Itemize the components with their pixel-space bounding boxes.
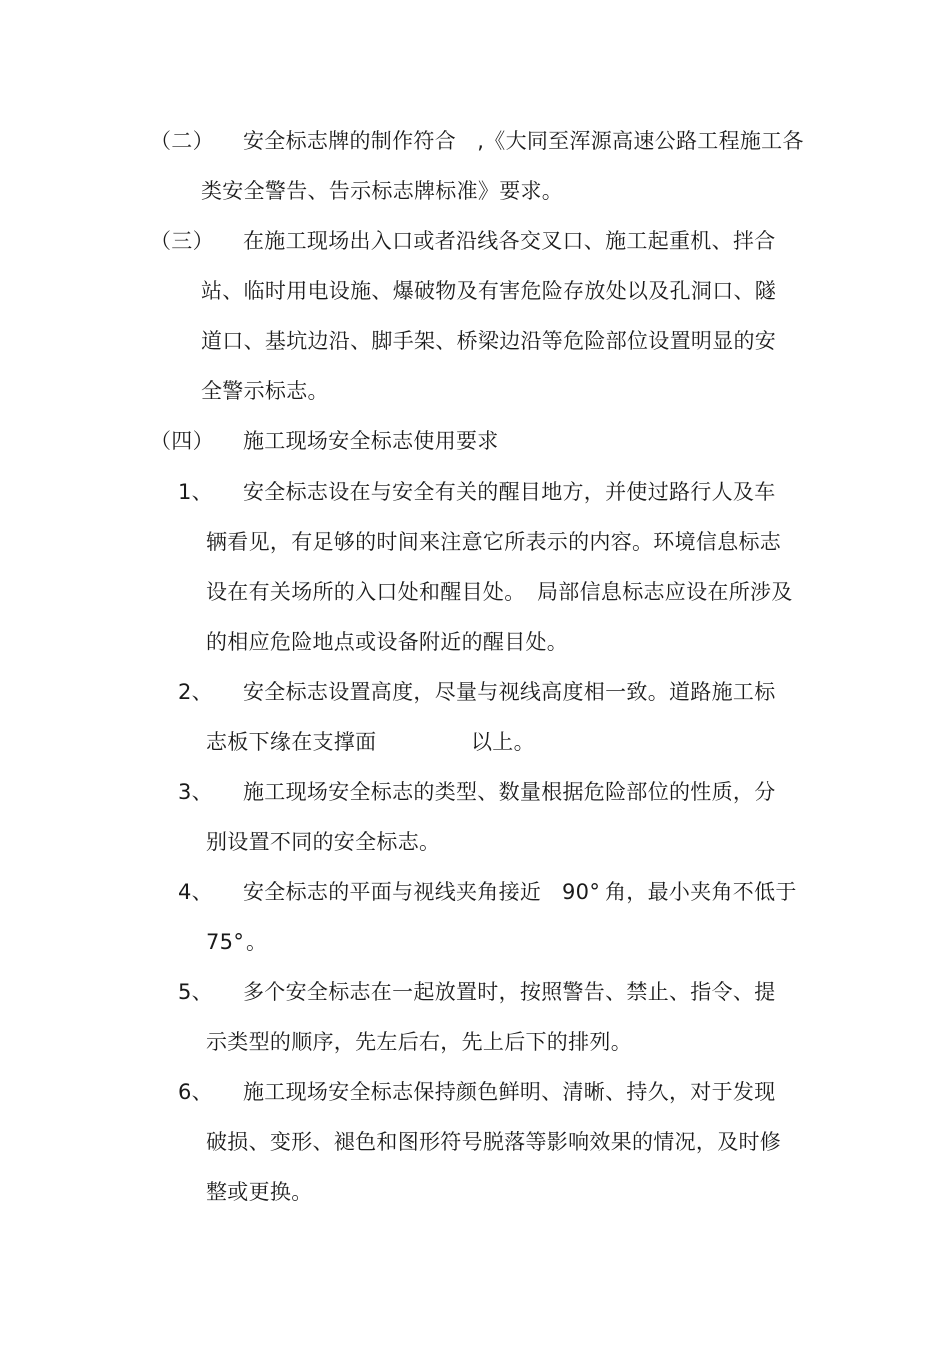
- paragraph-line: 安全标志设置高度，尽量与视线高度相一致。道路施工标: [243, 680, 776, 704]
- section-marker: （四）: [150, 429, 214, 453]
- paragraph-line: 设在有关场所的入口处和醒目处。: [206, 580, 526, 604]
- paragraph-line: 施工现场安全标志的类型、数量根据危险部位的性质，分: [243, 780, 776, 804]
- paragraph-line: 别设置不同的安全标志。: [206, 830, 441, 854]
- paragraph-line: 安全标志牌的制作符合 ,《大同至浑源高速公路工程施工各: [243, 129, 804, 153]
- paragraph-line: 角，最小夹角不低于: [605, 880, 797, 904]
- paragraph-line: 整或更换。: [206, 1180, 313, 1204]
- paragraph-line: 道口、基坑边沿、脚手架、桥梁边沿等危险部位设置明显的安: [201, 329, 777, 353]
- paragraph-line: 施工现场安全标志保持颜色鲜明、清晰、持久，对于发现: [243, 1080, 776, 1104]
- item-marker: 2、: [178, 680, 213, 704]
- paragraph-line: 以上。: [471, 730, 535, 754]
- paragraph-line: 示类型的顺序，先左后右，先上后下的排列。: [206, 1030, 632, 1054]
- paragraph-line: 辆看见，有足够的时间来注意它所表示的内容。环境信息标志: [206, 530, 782, 554]
- paragraph-line: 在施工现场出入口或者沿线各交叉口、施工起重机、拌合: [243, 229, 776, 253]
- paragraph-line: 志板下缘在支撑面: [206, 730, 377, 754]
- item-marker: 4、: [178, 880, 213, 904]
- item-marker: 3、: [178, 780, 213, 804]
- paragraph-line: 破损、变形、褪色和图形符号脱落等影响效果的情况，及时修: [206, 1130, 782, 1154]
- paragraph-line: 局部信息标志应设在所涉及: [537, 580, 793, 604]
- item-marker: 1、: [178, 480, 213, 504]
- section-heading: 施工现场安全标志使用要求: [243, 429, 499, 453]
- paragraph-line: 站、临时用电设施、爆破物及有害危险存放处以及孔洞口、隧: [201, 279, 777, 303]
- paragraph-line: 安全标志的平面与视线夹角接近: [243, 880, 542, 904]
- paragraph-line: 。: [246, 930, 268, 954]
- item-marker: 5、: [178, 980, 213, 1004]
- item-marker: 6、: [178, 1080, 213, 1104]
- angle-value: 75°: [206, 930, 245, 954]
- paragraph-line: 的相应危险地点或设备附近的醒目处。: [206, 630, 569, 654]
- paragraph-line: 类安全警告、告示标志牌标准》要求。: [201, 179, 564, 203]
- section-marker: （三）: [150, 229, 214, 253]
- paragraph-line: 多个安全标志在一起放置时，按照警告、禁止、指令、提: [243, 980, 776, 1004]
- paragraph-line: 全警示标志。: [201, 379, 329, 403]
- paragraph-line: 安全标志设在与安全有关的醒目地方，并使过路行人及车: [243, 480, 776, 504]
- angle-value: 90°: [562, 880, 601, 904]
- section-marker: （二）: [150, 129, 214, 153]
